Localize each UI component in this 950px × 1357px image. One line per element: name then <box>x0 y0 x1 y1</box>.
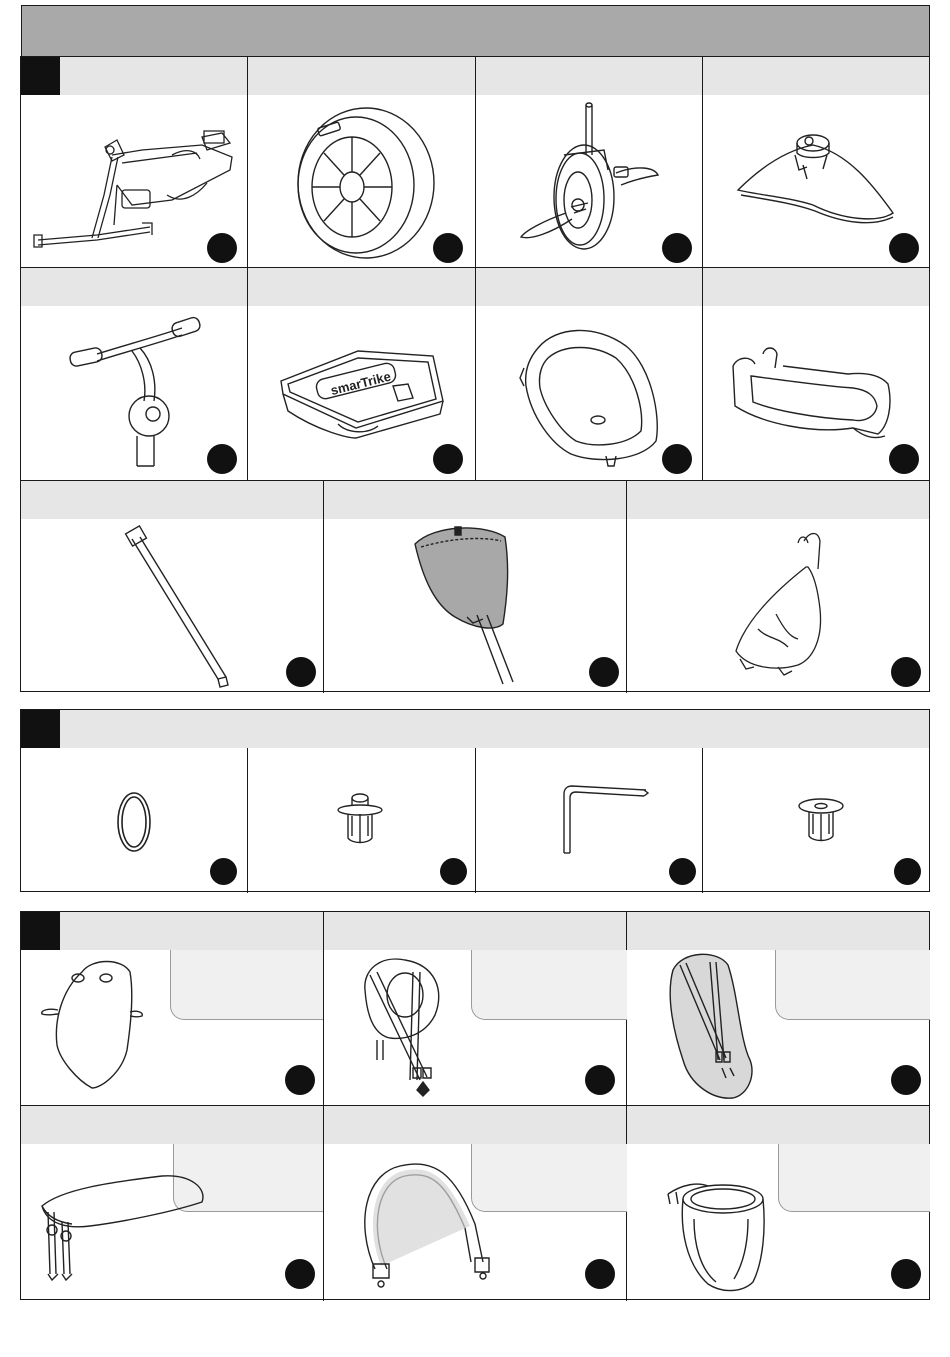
part-bag <box>628 519 929 691</box>
hardware-ring <box>22 748 247 891</box>
row-header <box>21 912 929 950</box>
seat-pad-icon <box>22 950 323 1104</box>
part-number-badge <box>889 444 919 474</box>
part-number-badge <box>891 1065 921 1095</box>
bag-icon <box>628 519 929 691</box>
safety-bar-icon <box>325 1144 627 1299</box>
row-header <box>21 481 929 519</box>
part-number-badge <box>285 1065 315 1095</box>
footrest-cover-icon <box>22 1144 323 1299</box>
page-title-bar <box>21 5 930 57</box>
part-footrest <box>703 306 929 478</box>
row-header <box>21 1106 929 1144</box>
accessory-seat-cover <box>628 950 929 1104</box>
part-number-badge <box>286 657 316 687</box>
part-number-badge <box>894 858 921 885</box>
push-bar-icon <box>22 519 323 691</box>
part-number-badge <box>440 858 467 885</box>
hardware-allen-key <box>476 748 702 891</box>
part-number-badge <box>662 233 692 263</box>
part-front-wheel-fork <box>476 95 702 267</box>
handle-bag-icon <box>325 519 627 691</box>
accessory-footrest-cover <box>22 1144 323 1299</box>
accessory-seat-pad <box>22 950 323 1104</box>
part-number-badge <box>891 1259 921 1289</box>
part-number-badge <box>210 858 237 885</box>
part-number-badge <box>585 1065 615 1095</box>
svg-text:smarTrike: smarTrike <box>329 368 393 399</box>
part-number-badge <box>433 233 463 263</box>
part-storage-box <box>248 306 475 478</box>
part-rear-wheel <box>248 95 475 267</box>
part-push-bar <box>22 519 323 691</box>
seat-cover-icon <box>628 950 929 1104</box>
accessory-cup-holder <box>628 1144 929 1299</box>
part-frame <box>22 95 247 267</box>
row-header <box>21 710 929 748</box>
accessory-harness-pad <box>325 950 627 1104</box>
part-number-badge <box>585 1259 615 1289</box>
section-number-tab <box>21 710 60 748</box>
cup-holder-icon <box>628 1144 929 1299</box>
part-number-badge <box>285 1259 315 1289</box>
part-number-badge <box>669 858 696 885</box>
part-number-badge <box>207 233 237 263</box>
part-number-badge <box>889 233 919 263</box>
section-number-tab <box>21 57 60 95</box>
part-number-badge <box>207 444 237 474</box>
part-number-badge <box>662 444 692 474</box>
part-number-badge <box>891 657 921 687</box>
hardware-plug <box>703 748 929 891</box>
part-handlebar <box>22 306 247 478</box>
part-number-badge <box>589 657 619 687</box>
section-number-tab <box>21 912 60 950</box>
part-seat <box>476 306 702 478</box>
harness-pad-icon <box>325 950 627 1104</box>
accessory-safety-bar <box>325 1144 627 1299</box>
part-rear-cover <box>703 95 929 267</box>
part-handle-bag <box>325 519 627 691</box>
hardware-screw-plug <box>248 748 475 891</box>
part-number-badge <box>433 444 463 474</box>
